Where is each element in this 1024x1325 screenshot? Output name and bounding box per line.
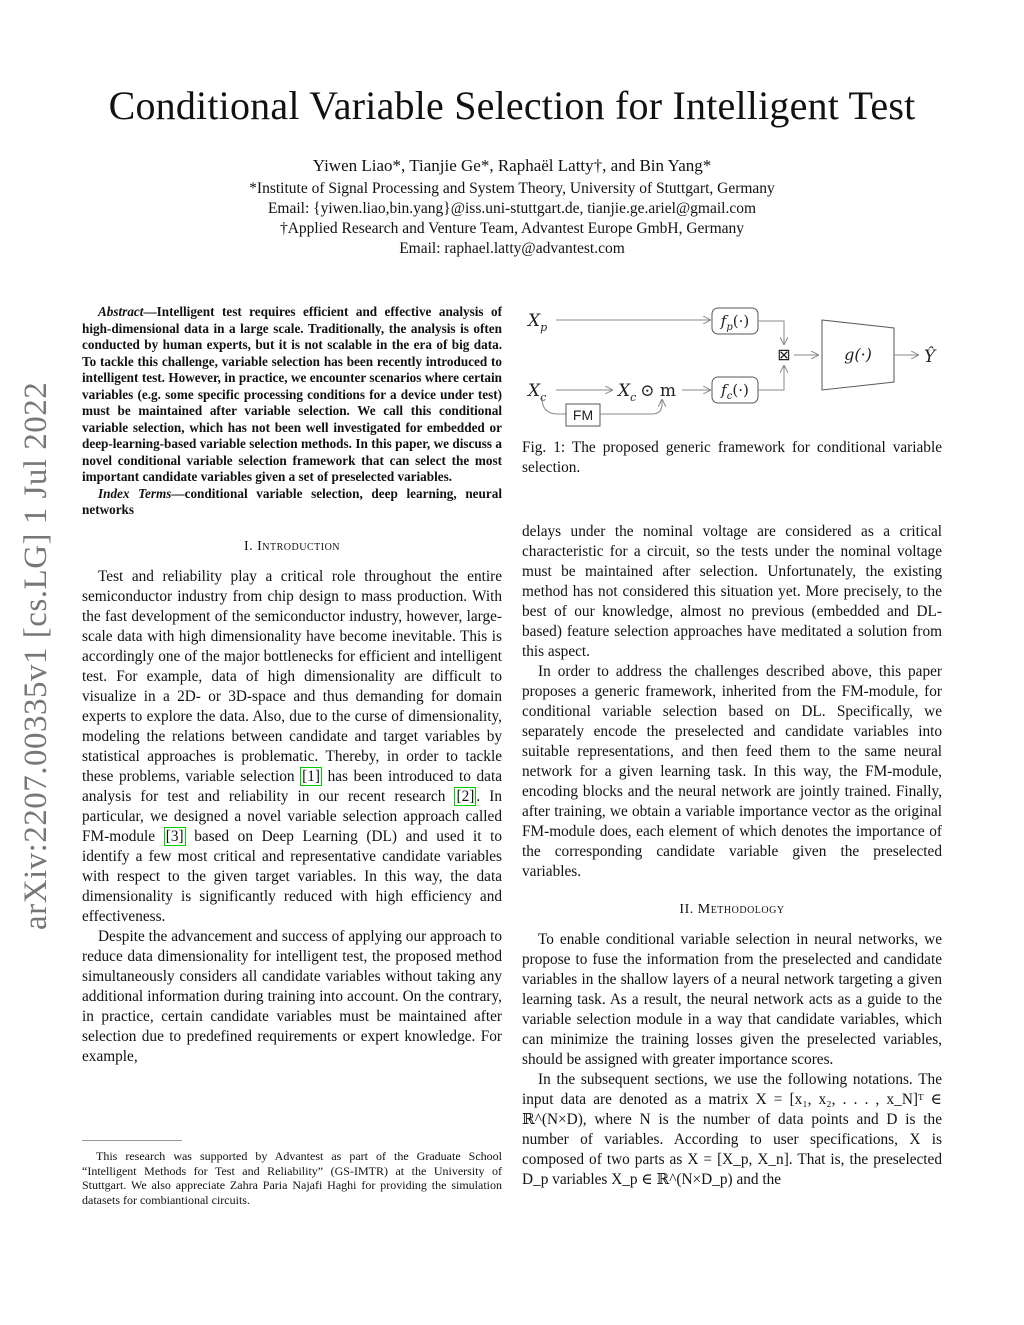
label-xp: $X_p$ bbox=[528, 311, 548, 334]
abstract bbox=[82, 304, 502, 519]
abstract-text: —Intelligent test requires efficient and effective analysis of high-dimensional data in a large scale. Traditionally, the analysis is often conducted by human experts, but it is not scalable in the era of big data. To tackle this challenge, variable selection has been recently introduced to intelligent test. However, in practice, we encounter scenarios where certain variables (e.g. some specific processing conditions for a device under test) must be maintained after variable selection. We call this conditional variable selection, which has not been well investigated for embedded or deep-learning-based variable selection methods. In this paper, we discuss a novel conditional variable selection framework that can select the most important candidate variables given a set of preselected variables. bbox=[82, 304, 502, 484]
figure-caption: Fig. 1: The proposed generic framework for conditional variable selection. bbox=[522, 439, 942, 476]
right-paragraph-order: In order to address the challenges described above, this paper proposes a generic framework, inherited from the FM-module, for conditional variable selection based on DL. Specifically, we separately encode the preselected and candidate variables into suitable representations, and then feed them to the same neural network for a given learning task. In this way, the FM-module, encoding blocks and the neural network are jointly trained. Finally, after training, we obtain a variable importance vector as the original FM-module does, each element of which denotes the importance of the corresponding candidate variable given the preselected variables. bbox=[522, 663, 942, 880]
affiliation-1: *Institute of Signal Processing and System Theory, University of Stuttgart, Germany bbox=[249, 180, 775, 197]
right-paragraph-continued: delays under the nominal voltage are considered as a critical characteristic for a circuit, so the tests under the nominal voltage must be maintained after selection. Unfortunately, the existing method has not considered this situation yet. More precisely, to the best of our knowledge, almost no previous (embedded and DL-based) feature selection approaches have meditated a solution from this aspect. bbox=[522, 523, 942, 660]
section-heading-introduction: I. Introduction bbox=[243, 538, 341, 554]
intro-paragraph-2: Despite the advancement and success of applying our approach to reduce data dimensionality for intelligent test, the proposed method simultaneously considers all candidate variables without taking any additional information during training into account. On the contrary, in practice, certain candidate variables must be maintained after selection due to predefined requirements or expert knowledge. For example, bbox=[82, 927, 502, 1065]
citation-link-2[interactable]: [2] bbox=[456, 787, 475, 805]
fm-label: FM bbox=[572, 407, 594, 423]
footnote bbox=[82, 1140, 502, 1207]
fc-label: $f_c(\cdot)$ bbox=[721, 381, 749, 402]
affiliation-2: †Applied Research and Venture Team, Advantest Europe GmbH, Germany bbox=[279, 220, 745, 237]
footnote-text: This research was supported by Advantest as part of the Graduate School “Intelligent Methods for Test and Reliability” (GS-IMTR) at the University of Stuttgart. We also appreciate Zahra Paria Najafi Haghi for providing the simulation datasets for combiantional circuits. bbox=[82, 1149, 502, 1207]
citation-link-3[interactable]: [3] bbox=[165, 827, 184, 845]
framework-diagram-svg bbox=[522, 300, 952, 430]
email-1: Email: {yiwen.liao,bin.yang}@iss.uni-stuttgart.de, tianjie.ge.ariel@gmail.com bbox=[267, 200, 757, 217]
index-terms-text: —conditional variable selection, deep learning, neural networks bbox=[82, 485, 502, 517]
concat-symbol: ⊠ bbox=[777, 345, 791, 364]
citation-link-1[interactable]: [1] bbox=[302, 767, 321, 785]
abstract-label: Abstract bbox=[98, 304, 144, 319]
label-xc: $X_c$ bbox=[528, 381, 547, 404]
framework-diagram bbox=[522, 300, 952, 430]
methodology-paragraph-2: In the subsequent sections, we use the following notations. The input data are denoted as a matrix X = [x₁, x₂, . . . , x_N]ᵀ ∈ ℝ^(N×D), where N is the number of data points and D is the number of variables. According to user specifications, X is composed of two parts as X = [X_p, X_n]. That is, the preselected D_p variables X_p ∈ ℝ^(N×D_p) and the bbox=[522, 1071, 942, 1188]
right-column bbox=[522, 438, 942, 1190]
intro-paragraph-1: Test and reliability play a critical role throughout the entire semiconductor industry from chip design to mass production. With the fast development of the semiconductor industry, however, large-scale data with high dimensionality have become inevitable. This is accordingly one of the major bottlenecks for efficient and intelligent test. For example, data of high dimensionality are difficult to visualize in a 2D- or 3D-space and thus demanding for domain experts to explore the data. Also, due to the curse of dimensionality, modeling the relations between candidate and target variables by statistical approaches is problematic. Thereby, in order to tackle these problems, variable selection [1] has been introduced to data analysis for test and reliability in our recent research [2] . In particular, we designed a novel variable selection approach called FM-module [3] based on Deep Learning (DL) and used it to identify a few most critical and representative candidate variables with respect to the given target variables. In this way, the data dimensionality is significantly reduced with high efficiency and effectiveness. bbox=[82, 567, 503, 925]
output-yhat: Ŷ bbox=[924, 347, 936, 367]
label-masked-xc: $X_c$ ⊙ m bbox=[618, 381, 677, 404]
paper-title: Conditional Variable Selection for Intelligent Test bbox=[108, 83, 916, 128]
arxiv-stamp: arXiv:2207.00335v1 [cs.LG] 1 Jul 2022 bbox=[18, 381, 54, 930]
author-list: Yiwen Liao*, Tianjie Ge*, Raphaël Latty†, and Bin Yang* bbox=[312, 156, 712, 175]
g-label: g(·) bbox=[844, 345, 872, 364]
arrow-fc-to-concat bbox=[758, 366, 784, 390]
section-heading-methodology: II. Methodology bbox=[679, 902, 785, 917]
footnote-rule bbox=[82, 1140, 182, 1141]
fp-label: $f_p(\cdot)$ bbox=[720, 312, 750, 333]
email-2: Email: raphael.latty@advantest.com bbox=[399, 240, 625, 257]
left-column bbox=[82, 304, 502, 1067]
arrow-fp-to-concat bbox=[758, 321, 784, 344]
methodology-paragraph-1: To enable conditional variable selection in neural networks, we propose to fuse the information from the preselected and candidate variables in the shallow layers of a neural network targeting a given learning task. As a result, the neural network acts as a guide to the variable selection module in a way that candidate variables, which can minimize the training losses given the preselected variables, should be assigned with greater importance scores. bbox=[522, 931, 942, 1068]
index-terms-label: Index Terms bbox=[98, 485, 172, 501]
